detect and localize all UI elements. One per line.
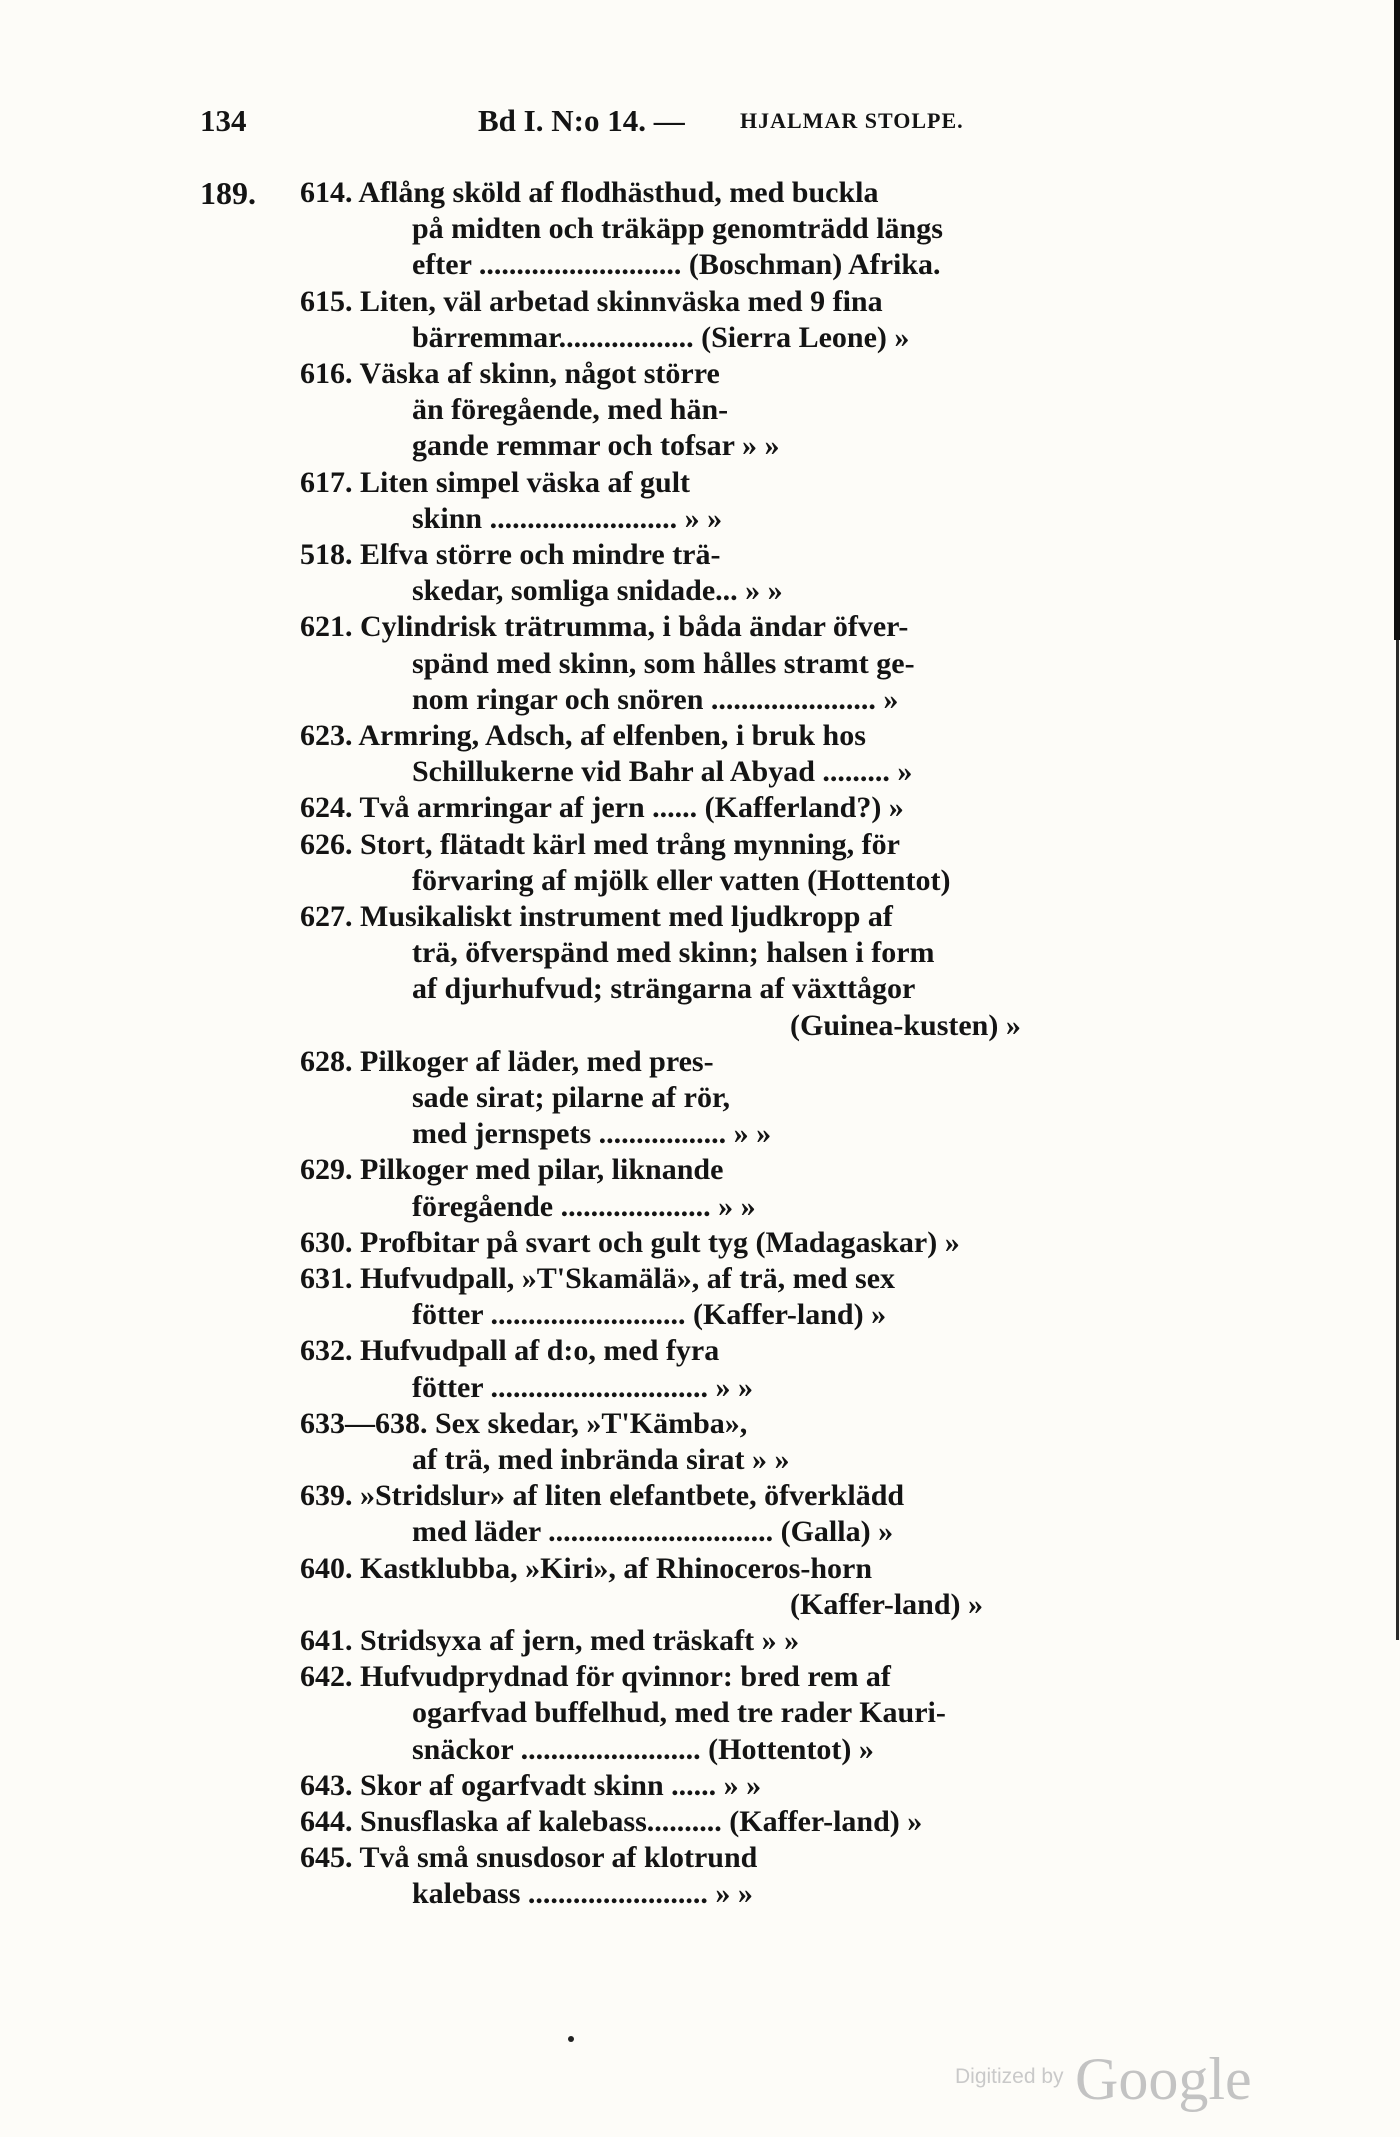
catalogue-entry-continuation: Schillukerne vid Bahr al Abyad ......... » [412, 755, 913, 789]
catalogue-entry: 626. Stort, flätadt kärl med trång mynning, för [300, 827, 900, 861]
catalogue-entry: 639. »Stridslur» af liten elefantbete, öfverklädd [300, 1479, 905, 1513]
catalogue-entry-continuation: förvaring af mjölk eller vatten (Hottentot) [412, 863, 951, 897]
running-header [0, 103, 1400, 143]
catalogue-entry: 518. Elfva större och mindre trä- [300, 538, 721, 571]
catalogue-entry-continuation: (Kaffer-land) » [790, 1587, 984, 1621]
catalogue-entry: 617. Liten simpel väska af gult [300, 465, 691, 499]
catalogue-entry: 645. Två små snusdosor af klotrund [300, 1841, 758, 1875]
author-name: HJALMAR STOLPE. [740, 108, 964, 133]
catalogue-entry: 632. Hufvudpall af d:o, med fyra [300, 1334, 720, 1368]
google-logo: Google [1075, 2046, 1252, 2112]
catalogue-entry: 631. Hufvudpall, »T'Skamälä», af trä, med sex [300, 1262, 896, 1295]
catalogue-entry: 641. Stridsyxa af jern, med träskaft » » [300, 1624, 800, 1657]
catalogue-entry-continuation: med läder .............................. (Galla) » [412, 1515, 894, 1549]
catalogue-entry: 633—638. Sex skedar, »T'Kämba», [300, 1406, 748, 1440]
catalogue-entry-continuation: på midten och träkäpp genomträdd längs [412, 212, 943, 246]
catalogue-entry: 616. Väska af skinn, något större [300, 357, 720, 390]
catalogue-entry-continuation: af trä, med inbrända sirat » » [412, 1443, 790, 1476]
page-dot [568, 2036, 574, 2042]
catalogue-entry-continuation: med jernspets ................. » » [412, 1117, 772, 1151]
page-edge-shadow-lower [1396, 640, 1399, 1640]
catalogue-entry-continuation: af djurhufvud; strängarna af växttågor [412, 972, 916, 1006]
catalogue-entry: 644. Snusflaska af kalebass.......... (Kaffer-land) » [300, 1805, 923, 1838]
catalogue-entry: 614. Aflång sköld af flodhästhud, med buckla [300, 176, 879, 209]
catalogue-entry-continuation: trä, öfverspänd med skinn; halsen i form [412, 936, 935, 970]
catalogue-entry: 642. Hufvudprydnad för qvinnor: bred rem af [300, 1660, 891, 1694]
catalogue-entry-continuation: spänd med skinn, som hålles stramt ge- [412, 646, 915, 680]
page-edge-shadow [1394, 0, 1400, 640]
catalogue-entry: 643. Skor af ogarfvadt skinn ...... » » [300, 1768, 762, 1802]
catalogue-entry-continuation: fötter ............................. » » [412, 1370, 754, 1404]
catalogue-entry: 615. Liten, väl arbetad skinnväska med 9 fina [300, 284, 883, 318]
catalogue-entry-continuation: än föregående, med hän- [412, 393, 729, 427]
catalogue-entry-continuation: fötter .......................... (Kaffer-land) » [412, 1298, 887, 1332]
catalogue-entry-continuation: snäckor ........................ (Hottentot) » [412, 1732, 874, 1766]
catalogue-entry: 627. Musikaliskt instrument med ljudkropp af [300, 900, 893, 933]
catalogue-entry-continuation: gande remmar och tofsar » » [412, 429, 780, 463]
catalogue-entry: 621. Cylindrisk trätrumma, i båda ändar öfver- [300, 610, 909, 644]
catalogue-entry-continuation: sade sirat; pilarne af rör, [412, 1081, 731, 1114]
page-number: 134 [200, 103, 247, 138]
catalogue-entry-continuation: nom ringar och snören ...................... » [412, 682, 899, 716]
catalogue-entry: 624. Två armringar af jern ...... (Kafferland?) » [300, 791, 904, 825]
catalogue-entry-continuation: efter ........................... (Boschman) Afrika. [412, 248, 941, 282]
volume-reference: Bd I. N:o 14. — [478, 103, 685, 138]
catalogue-entry: 623. Armring, Adsch, af elfenben, i bruk hos [300, 719, 866, 752]
digitized-by-label: Digitized by [955, 2065, 1064, 2088]
catalogue-entry: 630. Profbitar på svart och gult tyg (Madagaskar) » [300, 1225, 960, 1259]
catalogue-entry: 640. Kastklubba, »Kiri», af Rhinoceros-horn [300, 1551, 873, 1585]
section-number: 189. [200, 175, 256, 211]
catalogue-entry-continuation: bärremmar.................. (Sierra Leone) » [412, 320, 910, 354]
catalogue-entry-continuation: skedar, somliga snidade... » » [412, 574, 783, 608]
catalogue-entry-continuation: (Guinea-kusten) » [790, 1008, 1021, 1042]
catalogue-entry-continuation: kalebass ........................ » » [412, 1877, 753, 1911]
catalogue-entry: 629. Pilkoger med pilar, liknande [300, 1153, 724, 1187]
catalogue-entry-continuation: skinn ......................... » » [412, 501, 723, 535]
catalogue-entry-continuation: ogarfvad buffelhud, med tre rader Kauri- [412, 1696, 946, 1730]
catalogue-entry-continuation: föregående .................... » » [412, 1189, 756, 1223]
catalogue-entry: 628. Pilkoger af läder, med pres- [300, 1044, 714, 1078]
